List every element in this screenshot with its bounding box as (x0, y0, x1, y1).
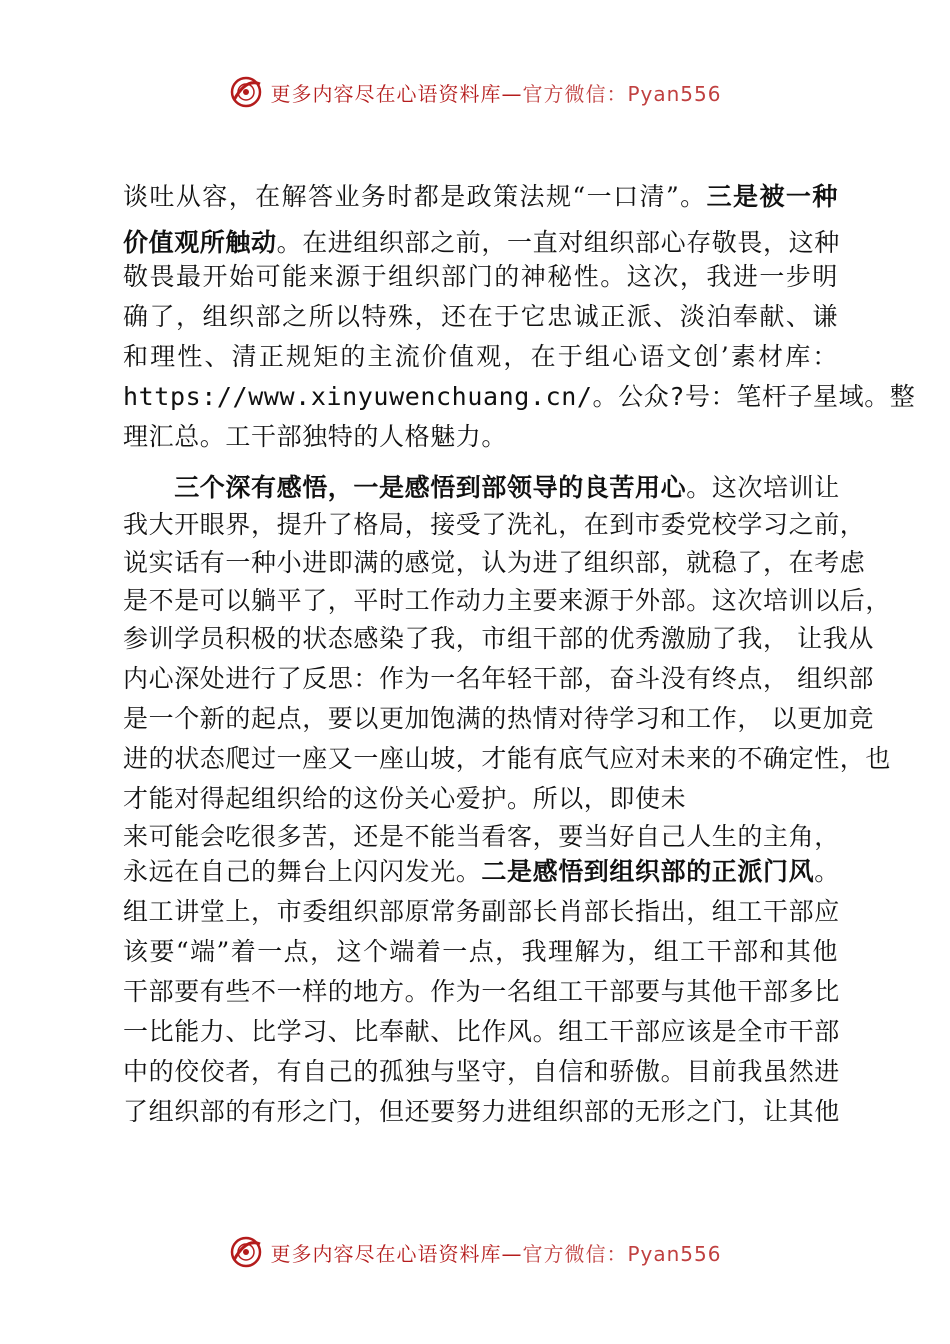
text-line (123, 548, 866, 578)
text-line (123, 897, 838, 927)
text-segment: 中的佼佼者，有自己的孤独与坚守，自信和骄傲。目前我虽然进 (123, 1057, 840, 1086)
text-segment: 内心深处进行了反思：作为一名年轻干部，奋斗没有终点， 组织部 (123, 664, 874, 693)
text-segment: 敬畏最开始可能来源于组织部门的神秘性。这次，我进一步明 (123, 262, 838, 291)
text-segment: 才能对得起组织给的这份关心爱护。所以，即使未 (123, 784, 687, 813)
text-segment: 干部要有些不一样的地方。作为一名组工干部要与其他干部多比 (123, 977, 840, 1006)
text-line (123, 1097, 838, 1127)
text-line (123, 664, 874, 694)
text-line (123, 422, 838, 452)
text-segment: 和理性、清正规矩的主流价值观，在于组心语文创’素材库： (123, 342, 838, 371)
text-segment: 。在进组织部之前，一直对组织部心存敬畏，这种 (276, 228, 840, 257)
text-segment: 理汇总。工干部独特的人格魅力。 (123, 422, 508, 451)
text-segment: 。 (814, 857, 840, 886)
text-line (123, 1057, 838, 1087)
text-line (123, 937, 838, 967)
text-line (123, 586, 892, 616)
text-line (123, 704, 874, 734)
text-segment: 进的状态爬过一座又一座山坡，才能有底气应对未来的不确定性，也 (123, 744, 892, 773)
text-segment: 。这次培训让 (686, 473, 840, 502)
text-line (123, 1017, 838, 1047)
text-segment: 一比能力、比学习、比奉献、比作风。组工干部应该是全市干部 (123, 1017, 840, 1046)
bold-phrase: 二是感悟到组织部的正派门风 (481, 857, 815, 886)
text-line (123, 302, 838, 332)
text-segment: 该要“端”着一点，这个端着一点，我理解为，组工干部和其他 (123, 937, 838, 966)
text-segment: 永远在自己的舞台上闪闪发光。 (123, 857, 482, 886)
text-segment: 是不是可以躺平了，平时工作动力主要来源于外部。这次培训以后， (123, 586, 892, 615)
text-segment: 组工讲堂上，市委组织部原常务副部长肖部长指出，组工干部应 (123, 897, 840, 926)
bold-phrase: 三个深有感悟，一是感悟到部领导的良苦用心 (174, 473, 687, 502)
header-watermark (0, 72, 950, 112)
footer-watermark (0, 1232, 950, 1272)
logo-icon (228, 1234, 264, 1270)
text-segment: 谈吐从容，在解答业务时都是政策法规“一口清”。 (123, 182, 707, 211)
text-line (123, 822, 838, 852)
text-line (123, 784, 838, 814)
text-line (123, 624, 874, 654)
text-segment (123, 473, 174, 502)
watermark-text: 更多内容尽在心语资料库—官方微信：Pyan556 (270, 81, 722, 106)
text-line (123, 473, 838, 503)
text-segment: 说实话有一种小进即满的感觉，认为进了组织部，就稳了，在考虑 (123, 548, 866, 577)
text-segment: 我大开眼界，提升了格局，接受了洗礼，在到市委党校学习之前， (123, 510, 866, 539)
text-line (123, 228, 838, 258)
text-line (123, 977, 838, 1007)
watermark-text: 更多内容尽在心语资料库—官方微信：Pyan556 (270, 1241, 722, 1266)
text-segment: https://www.xinyuwenchuang.cn/。公众?号：笔杆子星域。整 (123, 382, 916, 411)
text-line (123, 744, 892, 774)
text-segment: 来可能会吃很多苦，还是不能当看客，要当好自己人生的主角， (123, 822, 840, 851)
text-line (123, 857, 838, 887)
text-line (123, 342, 838, 372)
text-line (123, 382, 916, 412)
text-segment: 参训学员积极的状态感染了我，市组干部的优秀激励了我， 让我从 (123, 624, 874, 653)
text-segment: 确了，组织部之所以特殊，还在于它忠诚正派、淡泊奉献、谦 (123, 302, 838, 331)
text-line (123, 182, 838, 212)
logo-icon (228, 74, 264, 110)
text-segment: 是一个新的起点，要以更加饱满的热情对待学习和工作， 以更加竞 (123, 704, 874, 733)
bold-phrase: 三是被一种 (706, 182, 838, 211)
bold-phrase: 价值观所触动 (123, 228, 277, 257)
text-line (123, 510, 866, 540)
text-line (123, 262, 838, 292)
text-segment: 了组织部的有形之门，但还要努力进组织部的无形之门，让其他 (123, 1097, 840, 1126)
